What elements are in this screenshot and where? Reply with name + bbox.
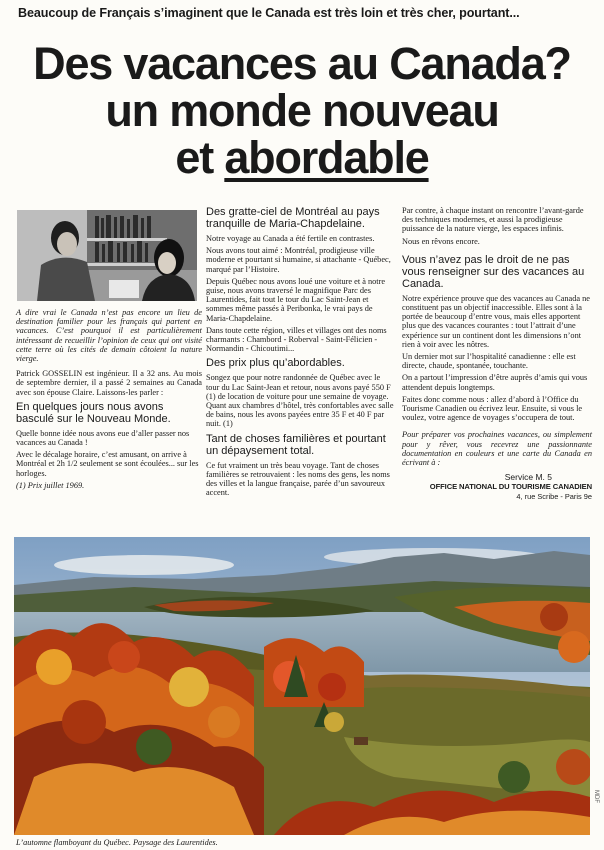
headline: [0, 40, 604, 181]
paragraph: Quelle bonne idée nous avons eue d’aller passer nos vacances au Canada !: [16, 428, 190, 448]
service-code: Service M. 5: [504, 472, 552, 483]
headline-underlined-word: abordable: [224, 132, 429, 183]
autumn-landscape-photo: [14, 537, 590, 835]
paragraph: Dans toute cette région, villes et villages ont des noms charmants : Chambord - Roberval - Saint-Félicien - Normandin - Chicoutimi...: [206, 325, 387, 354]
headline-line-2: un monde nouveau: [105, 85, 499, 136]
paragraph: On a partout l’impression d’être auprès d’amis qui vous attendent depuis longtemps.: [402, 373, 588, 392]
paragraph: Notre voyage au Canada a été fertile en contrastes.: [206, 234, 375, 243]
headline-line-1: Des vacances au Canada?: [33, 38, 571, 89]
section-heading-choses-familieres: Tant de choses familières et pourtant un dépaysement total.: [206, 432, 386, 457]
section-heading-renseigner: Vous n’avez pas le droit de ne pas vous renseigner sur des vacances au Canada.: [402, 253, 585, 290]
bio-text: Patrick GOSSELIN est ingénieur. Il a 32 ans. Au mois de septembre dernier, il a passé 2 semaines au Canada avec son épouse Claire. Laissons-les parler :: [16, 369, 202, 397]
section-heading-montreal: Des gratte-ciel de Montréal au pays tranquille de Maria-Chapdelaine.: [206, 206, 380, 230]
photo-credit: MDF: [593, 790, 599, 803]
intro-text: A dire vrai le Canada n’est pas encore un lieu de destination familier pour les français qui partent en vacances. C’est pourquoi il est particulièrement intéressant de recueillir l’opinion de ceux qui ont visité cette terre où les cités de demain côtoient la nature vierge.: [16, 308, 202, 364]
paragraph: Un dernier mot sur l’hospitalité canadienne : elle est directe, chaude, spontanée, touchante.: [402, 352, 576, 371]
column-1: [16, 308, 202, 493]
paragraph: Notre expérience prouve que des vacances au Canada ne constituent pas un objectif inaccessible. Elles sont à la portée de beaucoup d’entre vous, mais elles apportent plus que des vacances courantes : tout l’attrait d’une expérience sur un continent dont les dimensions n’ont rien à voir avec les nôtres.: [402, 293, 590, 349]
footnote: (1) Prix juillet 1969.: [16, 480, 85, 490]
section-heading-nouveau-monde: En quelques jours nous avons basculé sur le Nouveau Monde.: [16, 400, 171, 425]
headline-line-3: [0, 134, 604, 181]
paragraph: Nous avons tout aimé : Montréal, prodigieuse ville moderne et pourtant si humaine, si attachante - Québec, marqué par l’Histoire.: [206, 246, 391, 274]
contact-block: [402, 473, 592, 501]
photo-caption: L’automne flamboyant du Québec. Paysage des Laurentides.: [16, 838, 218, 847]
couple-photo: [17, 210, 197, 301]
paragraph: Depuis Québec nous avons loué une voiture et à notre guise, nous avons traversé le magnifique Parc des Laurentides, fait tout le tour du Lac Saint-Jean et sommes même passés à Peribonka, le vrai pays de Maria-Chapdelaine.: [206, 276, 386, 323]
headline-line-3-prefix: et: [175, 132, 225, 183]
column-2: [206, 206, 394, 500]
paragraph: Ce fut vraiment un très beau voyage. Tant de choses familières se retrouvaient : les noms des gens, les noms des villes et la langue française, parée d’un savoureux accent.: [206, 460, 390, 498]
paragraph: Faites donc comme nous : allez d’abord à l’Office du Tourisme Canadien ou écrivez leur. Ensuite, si vous le voulez, votre agence de voyages s’occupera de tout.: [402, 394, 583, 423]
office-name: OFFICE NATIONAL DU TOURISME CANADIEN: [429, 482, 592, 492]
paragraph: Songez que pour notre randonnée de Québec avec le tour du Lac Saint-Jean et retour, nous avons payé 550 F (1) de location de voiture pour une semaine de voyage. Quant aux chambres d’hôtel, très confortables avec salle de bains, nous les avons payées entre 35 F et 40 F par nuit. (1): [206, 373, 394, 429]
column-3: [402, 206, 592, 501]
paragraph: Par contre, à chaque instant on rencontre l’avant-garde des techniques modernes, et aussi la prodigieuse puissance de la nature vierge, les espaces infinis.: [402, 206, 584, 234]
call-to-action: Pour préparer vos prochaines vacances, ou simplement pour y rêver, vous recevrez une passionnante documentation en couleurs et une carte du Canada en écrivant à :: [402, 430, 592, 468]
paragraph: Avec le décalage horaire, c’est amusant, on arrive à Montréal et 2h 1/2 seulement se sont écoulées... sur les horloges.: [16, 450, 199, 478]
section-heading-prix: Des prix plus qu’abordables.: [206, 357, 345, 370]
paragraph: Nous en rêvons encore.: [402, 236, 480, 246]
kicker-line: Beaucoup de Français s’imaginent que le Canada est très loin et très cher, pourtant...: [18, 6, 520, 20]
office-address: 4, rue Scribe - Paris 9e: [516, 491, 592, 501]
